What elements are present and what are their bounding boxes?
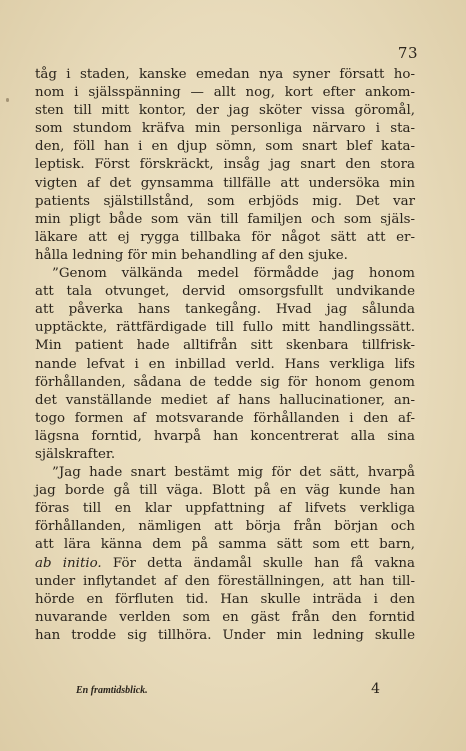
text-line: hålla ledning för min behandling af den sjuke. — [35, 247, 348, 263]
signature-mark: En framtidsblick. — [76, 685, 148, 696]
text-line: nande lefvat i en inbillad verld. Hans verkliga lifs — [35, 356, 415, 372]
text-line: det vanställande mediet af hans hallucinationer, an- — [35, 392, 415, 408]
text-line: själskrafter. — [35, 446, 116, 462]
text-line: ”Genom välkända medel förmådde jag honom — [52, 266, 415, 282]
body-text — [35, 66, 415, 645]
line-rest: För detta ändamål skulle han få vakna — [101, 555, 415, 571]
text-line: föras till en klar uppfattning af lifvets verkliga — [35, 501, 415, 517]
text-line: vigten af det gynsamma tillfälle att undersöka min — [35, 175, 415, 191]
text-line: som stundom kräfva min personliga närvaro i sta- — [35, 121, 415, 137]
ink-speck — [6, 98, 9, 102]
text-line: läkare att ej rygga tillbaka för något sätt att er- — [35, 229, 415, 245]
text-line: togo formen af motsvarande förhållanden i den af- — [35, 410, 415, 426]
text-line: att tala otvunget, dervid omsorgsfullt undvikande — [35, 284, 415, 300]
text-line: han trodde sig tillhöra. Under min ledning skulle — [35, 627, 415, 643]
text-line: min pligt både som vän till familjen och som själs- — [35, 211, 415, 227]
text-line: upptäckte, rättfärdigade till fullo mitt handlingssätt. — [35, 320, 415, 336]
text-line: patients själstillstånd, som erbjöds mig. Det var — [35, 193, 415, 209]
text-line: att lära känna dem på samma sätt som ett barn, — [35, 537, 415, 553]
text-line: den, föll han i en djup sömn, som snart blef kata- — [35, 139, 415, 155]
page-footer — [76, 681, 380, 697]
text-line: jag borde gå till väga. Blott på en väg kunde han — [35, 483, 415, 499]
text-line: leptisk. Först förskräckt, insåg jag snart den stora — [35, 157, 415, 173]
text-line: tåg i staden, kanske emedan nya syner försatt ho- — [35, 67, 415, 82]
latin-phrase: ab initio. — [35, 555, 102, 571]
text-line: hörde en förfluten tid. Han skulle inträda i den — [35, 591, 415, 607]
text-line: sten till mitt kontor, der jag sköter vissa göromål, — [35, 103, 415, 119]
text-line-italic-start — [35, 555, 415, 573]
text-line: nuvarande verlden som en gäst från den forntid — [35, 609, 415, 625]
text-line: nom i själsspänning — allt nog, kort efter ankom- — [35, 85, 415, 101]
text-line: att påverka hans tankegång. Hvad jag sålunda — [35, 302, 415, 318]
text-line: lägsna forntid, hvarpå han koncentrerat alla sina — [35, 428, 415, 444]
text-line: under inflytandet af den föreställningen, att han till- — [35, 573, 415, 589]
text-line: Min patient hade alltifrån sitt skenbara tillfrisk- — [35, 338, 415, 354]
page-number: 73 — [397, 44, 418, 62]
sheet-number: 4 — [371, 681, 380, 697]
text-line: förhållanden, nämligen att börja från början och — [35, 519, 415, 535]
text-line: förhållanden, sådana de tedde sig för honom genom — [35, 374, 415, 390]
text-line: ”Jag hade snart bestämt mig för det sätt, hvarpå — [52, 465, 415, 481]
